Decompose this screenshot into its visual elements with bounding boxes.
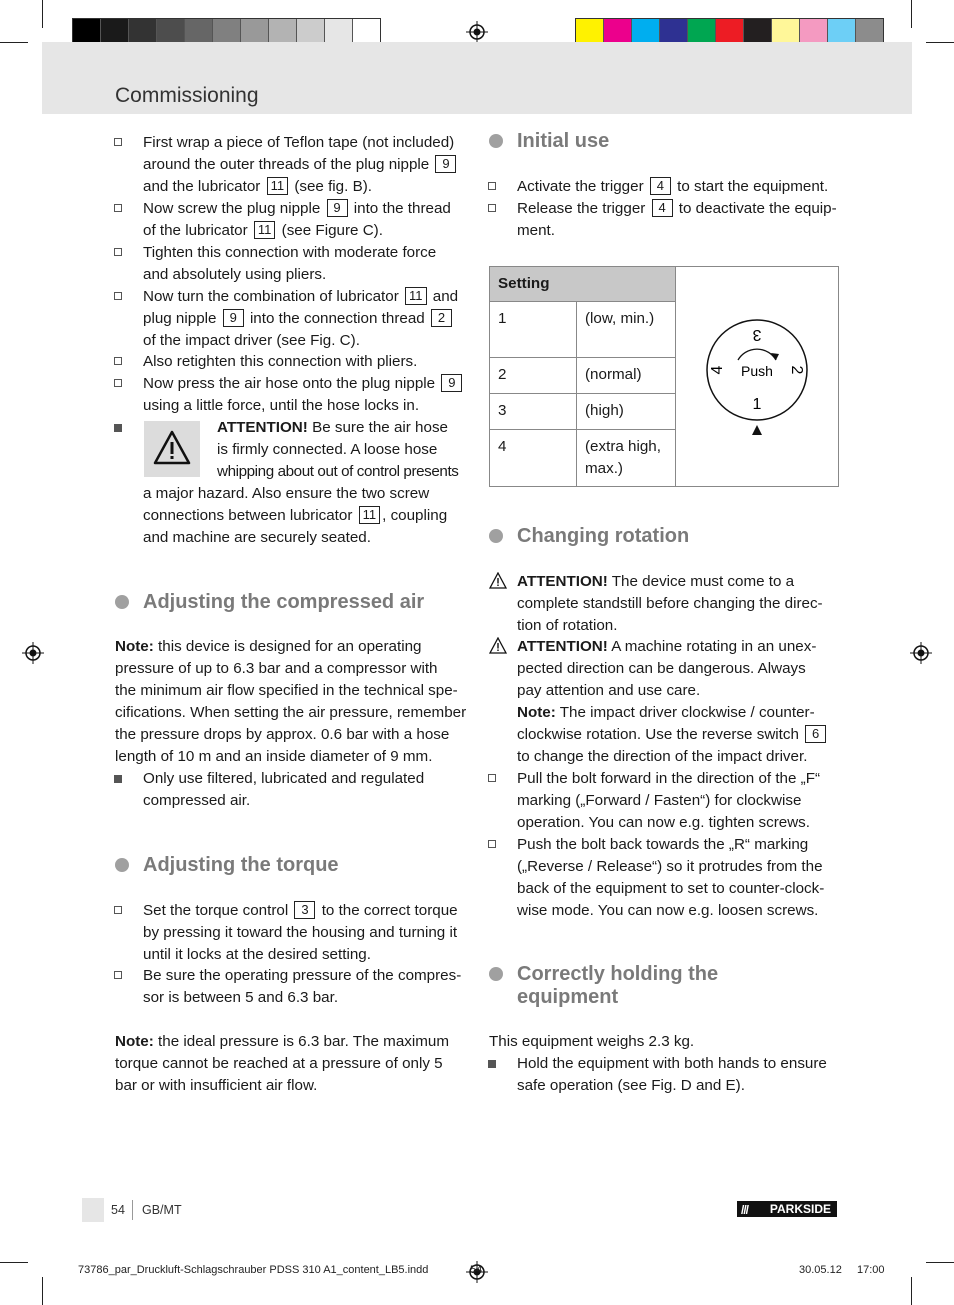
- attention-text: ATTENTION! Be sure the air hose is firmly connected. A loose hose whipping about out of control presents: [217, 419, 459, 480]
- weight-paragraph: This equipment weighs 2.3 kg.: [489, 1033, 695, 1050]
- logo-stripes-icon: ///: [741, 1203, 749, 1217]
- part-ref: 3: [294, 901, 315, 919]
- checkbox-bullet-icon: [114, 248, 122, 256]
- slug-page: 54: [470, 1264, 483, 1276]
- part-ref: 4: [650, 177, 671, 195]
- checkbox-bullet-icon: [488, 774, 496, 782]
- checkbox-bullet-icon: [114, 379, 122, 387]
- step-item: First wrap a piece of Teflon tape (not included) around the outer threads of the plug nipple 9 and the lubricator 11 (see fig. B).: [143, 132, 473, 198]
- dial-number: 2: [788, 365, 805, 375]
- step-item: Now screw the plug nipple 9 into the thread of the lubricator 11 (see Figure C).: [143, 198, 473, 242]
- crop-mark: [0, 1262, 28, 1263]
- attention-text-cont: a major hazard. Also ensure the two screw connections between lubricator 11 , coupling and machine are securely seated.: [143, 485, 448, 546]
- warning-triangle-icon: [152, 429, 192, 467]
- part-ref: 11: [267, 177, 289, 195]
- table-cell: (normal): [577, 358, 676, 394]
- warning-box: [144, 421, 200, 477]
- step-item: Push the bolt back towards the „R“ marking („Reverse / Release“) so it protrudes from the back of the equipment to set to counter-clock- wise mode. You can now e.g. loosen screws.: [517, 834, 847, 922]
- checkbox-bullet-icon: [114, 906, 122, 914]
- step-item: Activate the trigger 4 to start the equipment.: [517, 176, 847, 198]
- slug-time: 17:00: [857, 1264, 885, 1276]
- slug-file: 73786_par_Druckluft-Schlagschrauber PDSS 310 A1_content_LB5.indd: [78, 1264, 429, 1276]
- heading-dot-icon: [115, 858, 129, 872]
- step-item: Now turn the combination of lubricator 11 and plug nipple 9 into the connection thread 2 of the impact driver (see Fig. C).: [143, 286, 473, 352]
- warning-triangle-icon: [489, 572, 507, 589]
- checkbox-bullet-icon: [114, 292, 122, 300]
- part-ref: 11: [405, 287, 427, 305]
- dial-number: 3: [752, 326, 762, 343]
- crop-mark: [911, 1277, 912, 1305]
- dial-arrow-icon: [738, 349, 776, 360]
- warning-triangle-icon: [489, 637, 507, 654]
- square-bullet-icon: [488, 1060, 496, 1068]
- heading-dot-icon: [489, 134, 503, 148]
- heading-dot-icon: [489, 529, 503, 543]
- footer-box: [82, 1198, 104, 1222]
- bullet-item: Only use filtered, lubricated and regulated compressed air.: [143, 768, 473, 812]
- crop-mark: [0, 42, 28, 43]
- step-item: Tighten this connection with moderate force and absolutely using pliers.: [143, 242, 473, 286]
- part-ref: 9: [435, 155, 456, 173]
- note-paragraph: Note: this device is designed for an operating pressure of up to 6.3 bar and a compressor with the minimum air flow specified in the technical spe- cifications. When setting the air pressure, remember the pressure drops by approx. 0.6 bar with a hose length of 10 m and an inside diameter of 9 mm.: [115, 638, 467, 765]
- section-heading: Correctly holding the equipment: [517, 963, 718, 1009]
- section-heading: Adjusting the torque: [143, 854, 339, 877]
- square-bullet-icon: [114, 424, 122, 432]
- heading-dot-icon: [489, 967, 503, 981]
- step-item: Pull the bolt forward in the direction of the „F“ marking („Forward / Fasten“) for clockwise operation. You can now e.g. tighten screws.: [517, 768, 847, 834]
- crop-mark: [911, 0, 912, 28]
- brand-logo: /// PARKSIDE: [737, 1201, 837, 1217]
- crop-mark: [926, 1262, 954, 1263]
- language-code: GB/MT: [142, 1203, 182, 1217]
- section-heading: Changing rotation: [517, 525, 689, 548]
- registration-mark-icon: [466, 21, 488, 43]
- crop-mark: [42, 1277, 43, 1305]
- registration-mark-icon: [22, 642, 44, 664]
- square-bullet-icon: [114, 775, 122, 783]
- dial-cell: [676, 267, 839, 487]
- part-ref: 4: [652, 199, 673, 217]
- checkbox-bullet-icon: [488, 840, 496, 848]
- step-item: Release the trigger 4 to deactivate the equip- ment.: [517, 198, 847, 242]
- setting-table: [489, 266, 839, 487]
- step-item: Set the torque control 3 to the correct torque by pressing it toward the housing and turning it until it locks at the desired setting.: [143, 900, 473, 966]
- dial-number: 4: [709, 365, 726, 375]
- slug-date: 30.05.12: [799, 1264, 842, 1276]
- note-paragraph: Note: the ideal pressure is 6.3 bar. The maximum torque cannot be reached at a pressure of only 5 bar or with insufficient air flow.: [115, 1033, 449, 1094]
- dial-pointer-icon: [752, 425, 762, 435]
- section-heading: Adjusting the compressed air: [143, 591, 424, 614]
- part-ref: 9: [441, 374, 462, 392]
- bullet-item: Hold the equipment with both hands to ensure safe operation (see Fig. D and E).: [517, 1053, 847, 1097]
- attention-text: ATTENTION! The device must come to a complete standstill before changing the direc- tion of rotation.: [517, 573, 823, 634]
- checkbox-bullet-icon: [114, 971, 122, 979]
- part-ref: 11: [359, 506, 381, 524]
- crop-mark: [42, 0, 43, 28]
- part-ref: 9: [327, 199, 348, 217]
- table-cell: (low, min.): [577, 302, 676, 358]
- table-header: Setting: [490, 267, 676, 302]
- step-item: Be sure the operating pressure of the compres- sor is between 5 and 6.3 bar.: [143, 965, 473, 1009]
- part-ref: 9: [223, 309, 244, 327]
- table-cell: (high): [577, 394, 676, 430]
- registration-mark-icon: [910, 642, 932, 664]
- torque-dial-diagram: [676, 267, 838, 479]
- checkbox-bullet-icon: [114, 138, 122, 146]
- dial-push-label: Push: [741, 363, 773, 379]
- checkbox-bullet-icon: [488, 204, 496, 212]
- table-cell: 4: [490, 430, 577, 487]
- dial-number: 1: [752, 396, 762, 413]
- part-ref: 6: [805, 725, 826, 743]
- step-item: Also retighten this connection with pliers.: [143, 351, 473, 373]
- page-title: Commissioning: [115, 84, 259, 107]
- table-cell: 1: [490, 302, 577, 358]
- heading-dot-icon: [115, 595, 129, 609]
- part-ref: 11: [254, 221, 276, 239]
- table-cell: 3: [490, 394, 577, 430]
- crop-mark: [926, 42, 954, 43]
- part-ref: 2: [431, 309, 452, 327]
- footer-divider: [132, 1200, 133, 1220]
- checkbox-bullet-icon: [114, 204, 122, 212]
- checkbox-bullet-icon: [488, 182, 496, 190]
- attention-text: ATTENTION! A machine rotating in an unex- pected direction can be dangerous. Always pay attention and use care. Note: The impact driver clockwise / counter- clockwise rotation. Use the reverse switch 6 to change the direction of the impact driver.: [517, 636, 847, 768]
- step-item: Now press the air hose onto the plug nipple 9 using a little force, until the hose locks in.: [143, 373, 473, 417]
- checkbox-bullet-icon: [114, 357, 122, 365]
- table-cell: (extra high, max.): [577, 430, 676, 487]
- page-number: 54: [111, 1203, 125, 1217]
- table-cell: 2: [490, 358, 577, 394]
- section-heading: Initial use: [517, 130, 609, 153]
